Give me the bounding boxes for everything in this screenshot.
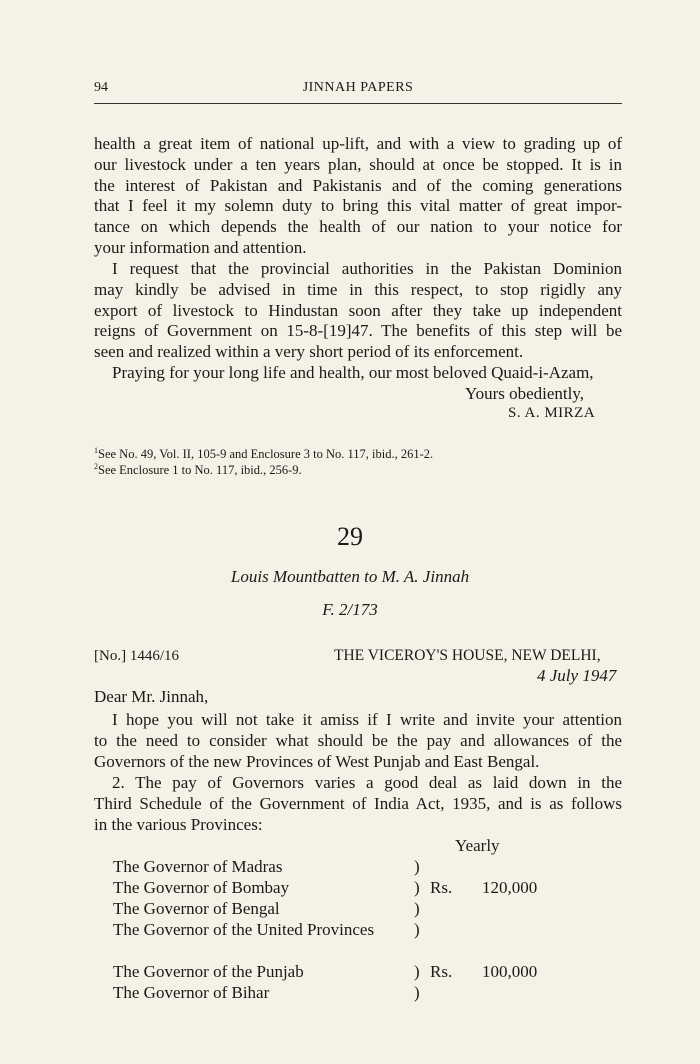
text-line: reigns of Government on 15-8-[19]47. The benefits of this step will be xyxy=(94,321,622,341)
page-number: 94 xyxy=(94,80,108,95)
letter-para-1 xyxy=(94,710,622,772)
text-line: that I feel it my solemn duty to bring this vital matter of great impor- xyxy=(94,196,622,216)
header-rule xyxy=(94,103,622,104)
bracket: ) xyxy=(414,857,420,876)
salary-amount: 120,000 xyxy=(482,878,538,897)
letter-para-2 xyxy=(94,773,622,835)
reference-number: [No.] 1446/16 xyxy=(94,648,179,664)
governor-name: The Governor of Bombay xyxy=(113,878,290,897)
governor-name: The Governor of Bengal xyxy=(113,899,280,918)
document-number: 29 xyxy=(337,522,363,551)
currency-label: Rs. xyxy=(430,962,453,981)
yearly-label: Yearly xyxy=(455,836,500,855)
bracket: ) xyxy=(414,878,420,897)
governor-name: The Governor of the United Provinces xyxy=(113,920,375,939)
footnote-mark: 1 xyxy=(94,445,98,455)
prev-letter-para-1 xyxy=(94,134,622,259)
text-line: Governors of the new Provinces of West Punjab and East Bengal. xyxy=(94,751,540,771)
text-line: our livestock under a ten years plan, should at once be stopped. It is in xyxy=(94,154,622,174)
salary-amount: 100,000 xyxy=(482,962,538,981)
signature: S. A. MIRZA xyxy=(508,405,596,421)
running-title: JINNAH PAPERS xyxy=(302,80,414,95)
text-line: the interest of Pakistan and Pakistanis and of the coming generations xyxy=(94,175,622,195)
text-line: your information and attention. xyxy=(94,237,307,257)
governor-name: The Governor of the Punjab xyxy=(113,962,304,981)
text-line: may kindly be advised in time in this respect, to stop rigidly any xyxy=(94,279,622,299)
governor-name: The Governor of Bihar xyxy=(113,983,270,1002)
bracket: ) xyxy=(414,899,420,918)
text-line: tance on which depends the health of our nation to your notice for xyxy=(94,217,622,237)
text-line: 2. The pay of Governors varies a good deal as laid down in the xyxy=(112,773,622,792)
file-reference: F. 2/173 xyxy=(322,600,378,619)
text-line: health a great item of national up-lift, and with a view to grading up of xyxy=(94,134,622,153)
bracket: ) xyxy=(414,962,420,981)
text-line: export of livestock to Hindustan soon after they take up independent xyxy=(94,300,622,320)
footnote-1 xyxy=(94,447,433,462)
currency-label: Rs. xyxy=(430,878,453,897)
letter-date: 4 July 1947 xyxy=(537,666,617,685)
closing: Yours obediently, xyxy=(465,384,585,403)
text-line: to the need to consider what should be the pay and allowances of the xyxy=(94,730,622,750)
prev-letter-para-3: Praying for your long life and health, our most beloved Quaid-i-Azam, xyxy=(112,363,594,382)
document-heading: Louis Mountbatten to M. A. Jinnah xyxy=(230,567,470,586)
bracket: ) xyxy=(414,983,420,1002)
governor-name: The Governor of Madras xyxy=(113,857,283,876)
footnote-text: See Enclosure 1 to No. 117, ibid., 256-9. xyxy=(98,463,302,477)
salutation: Dear Mr. Jinnah, xyxy=(94,687,209,706)
text-line: I request that the provincial authorities in the Pakistan Dominion xyxy=(112,259,622,278)
prev-letter-para-2 xyxy=(94,259,622,363)
text-line: I hope you will not take it amiss if I write and invite your attention xyxy=(112,710,622,729)
footnote-mark: 2 xyxy=(94,461,98,471)
footnote-2 xyxy=(94,463,302,478)
text-line: seen and realized within a very short period of its enforcement. xyxy=(94,342,524,362)
text-line: Third Schedule of the Government of India Act, 1935, and is as follows xyxy=(94,793,622,813)
bracket: ) xyxy=(414,920,420,939)
text-line: in the various Provinces: xyxy=(94,814,263,834)
footnote-text: See No. 49, Vol. II, 105-9 and Enclosure 3 to No. 117, ibid., 261-2. xyxy=(98,447,434,461)
sender-address: THE VICEROY'S HOUSE, NEW DELHI, xyxy=(334,647,601,664)
